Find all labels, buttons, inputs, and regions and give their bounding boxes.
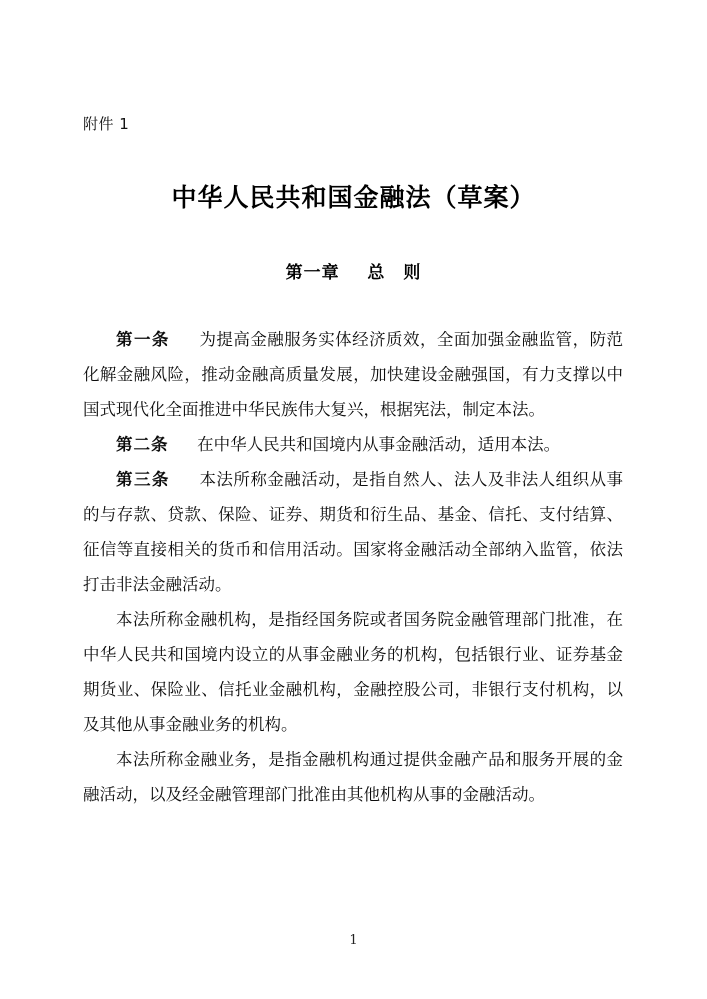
chapter-number: 第一章 [285,263,340,283]
page-title: 中华人民共和国金融法（草案） [171,183,536,212]
document-body [83,322,623,812]
chapter-heading [0,258,707,283]
page-number: 1 [349,933,358,948]
article-text: 本法所称金融活动，是指自然人、法人及非法人组织从事的与存款、贷款、保险、证券、期货和衍生品、基金、信托、支付结算、征信等直接相关的货币和信用活动。国家将金融活动全部纳入监管，依法打击非法金融活动。 [83,470,624,594]
article-text: 为提高金融服务实体经济质效，全面加强金融监管，防范化解金融风险，推动金融高质量发展，加快建设金融强国，有力支撑以中国式现代化全面推进中华民族伟大复兴，根据宪法，制定本法。 [83,330,624,419]
article-paragraph [83,427,623,462]
article-text: 在中华人民共和国境内从事金融活动，适用本法。 [197,435,561,454]
body-paragraph: 本法所称金融业务，是指金融机构通过提供金融产品和服务开展的金融活动，以及经金融管理部门批准由其他机构从事的金融活动。 [83,750,623,804]
article-number: 第一条 [116,330,170,349]
chapter-name: 总 则 [367,263,422,283]
article-number: 第二条 [116,435,169,454]
article-paragraph [83,322,623,427]
body-paragraph: 本法所称金融机构，是指经国务院或者国务院金融管理部门批准，在中华人民共和国境内设立的从事金融业务的机构，包括银行业、证券基金期货业、保险业、信托业金融机构，金融控股公司，非银行支付机构，以及其他从事金融业务的机构。 [83,610,623,734]
article-number: 第三条 [116,470,170,489]
article-paragraph [83,462,623,602]
attachment-label: 附件 1 [83,115,130,133]
